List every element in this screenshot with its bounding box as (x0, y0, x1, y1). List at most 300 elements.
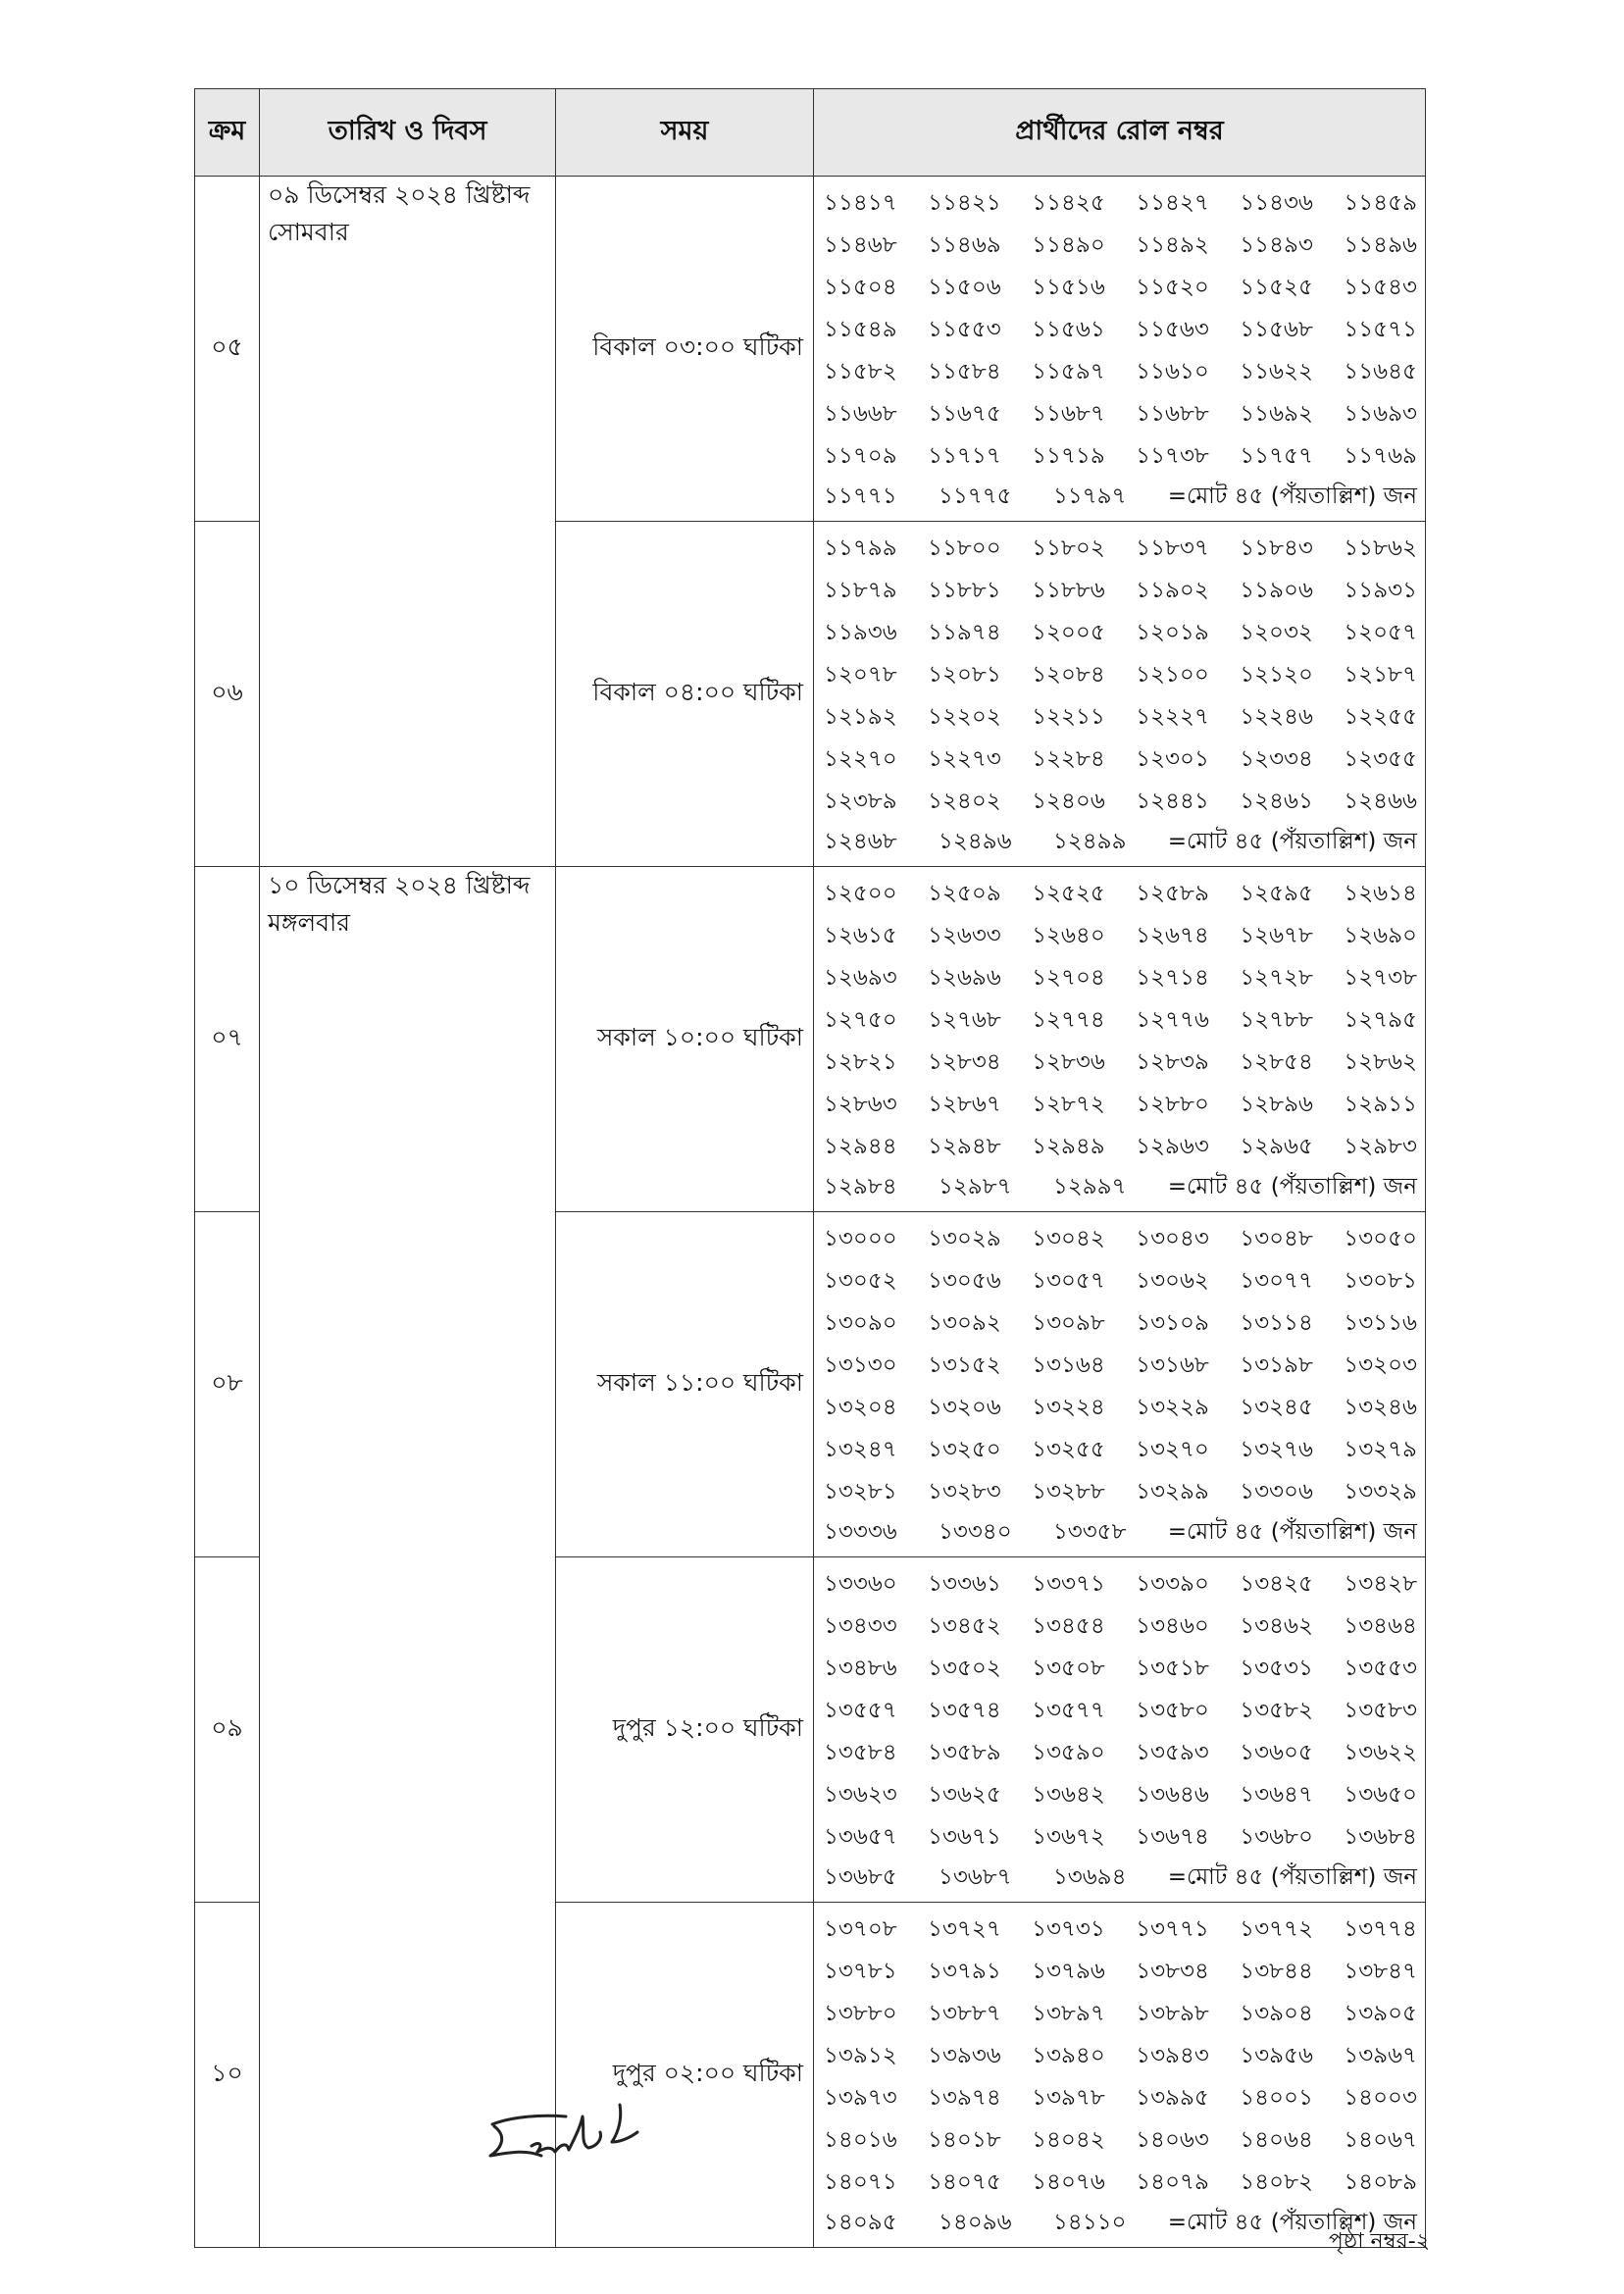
roll-number: ১৩০৯০ (824, 1310, 897, 1336)
roll-number: ১১৪২৫ (1032, 190, 1105, 216)
roll-number: ১১৫২৫ (1240, 275, 1313, 300)
roll-number: ১৩৮৪৪ (1240, 1959, 1313, 1984)
roll-number: ১৩০৯৮ (1032, 1310, 1105, 1336)
roll-number: ১১৪৯০ (1032, 232, 1105, 258)
roll-number: ১২৪০৬ (1032, 789, 1105, 814)
roll-number: ১২১০০ (1136, 662, 1209, 688)
roll-line (824, 654, 1417, 696)
roll-number: ১১৪৬৮ (824, 232, 897, 258)
roll-number: ১২০৮১ (928, 662, 1001, 688)
roll-number: ১১৬৬৮ (824, 401, 897, 427)
roll-number: ১৩৫৮৪ (824, 1740, 897, 1765)
roll-number: ১২৬১৪ (1344, 881, 1417, 906)
roll-numbers-cell (814, 522, 1426, 867)
roll-number: ১১৭১৭ (928, 443, 1001, 469)
roll-line (824, 957, 1417, 999)
schedule-table (194, 88, 1426, 2248)
roll-number: ১৩৪৬৪ (1344, 1613, 1417, 1639)
day-text: মঙ্গলবার (268, 908, 351, 937)
roll-number: ১১৮৮৬ (1032, 578, 1105, 603)
roll-number: ১৩০৪৮ (1240, 1226, 1313, 1251)
roll-number: ১২৩৩৪ (1240, 746, 1313, 772)
roll-number: ১১৪৫৯ (1344, 190, 1417, 216)
roll-number: ১৩০৬২ (1136, 1268, 1209, 1294)
roll-number: ১৩২৭০ (1136, 1437, 1209, 1462)
roll-line (824, 1429, 1417, 1471)
roll-number: ১৩৫০২ (928, 1656, 1001, 1681)
roll-line (824, 1218, 1417, 1260)
roll-number: ১১৪২৭ (1136, 190, 1209, 216)
roll-number: ১৩১৬৮ (1136, 1352, 1209, 1378)
roll-number: ১২৩৮৯ (824, 789, 897, 814)
roll-number: ১১৬২২ (1240, 359, 1313, 384)
roll-number: ১৩১১৪ (1240, 1310, 1313, 1336)
roll-number: ১৩৭৭২ (1240, 1916, 1313, 1942)
roll-number: ১৩৭৮১ (824, 1959, 897, 1984)
roll-number: ১৪০৪২ (1032, 2127, 1105, 2153)
day-text: সোমবার (268, 218, 349, 246)
roll-number: ১২৭০৪ (1032, 965, 1105, 991)
time-cell: দুপুর ১২:০০ ঘটিকা (556, 1557, 814, 1903)
roll-number: ১৩৬২৩ (824, 1782, 897, 1808)
roll-line (824, 1260, 1417, 1302)
roll-number: ১৩১৯৮ (1240, 1352, 1313, 1378)
table-header-row (195, 89, 1426, 177)
time-cell: বিকাল ০৩:০০ ঘটিকা (556, 177, 814, 522)
roll-line (824, 570, 1417, 612)
roll-number: ১৩৬৭৪ (1136, 1824, 1209, 1850)
roll-number: ১৩৪৬০ (1136, 1613, 1209, 1639)
roll-number: ১৪০৯৬ (938, 2210, 1012, 2235)
roll-number: ১৩৪৩৩ (824, 1613, 897, 1639)
roll-number: ১২৪০২ (928, 789, 1001, 814)
roll-number: ১১৪৯৩ (1240, 232, 1313, 258)
roll-line (824, 781, 1417, 823)
roll-number: ১২০৮৪ (1032, 662, 1105, 688)
roll-number: ১৩০২৯ (928, 1226, 1001, 1251)
roll-number: ১৩৫৮৩ (1344, 1698, 1417, 1723)
roll-number: ১৩২৮৩ (928, 1479, 1001, 1504)
roll-number: ১৩৭৩১ (1032, 1916, 1105, 1942)
serial-cell: ১০ (195, 1903, 260, 2248)
serial-cell: ০৮ (195, 1212, 260, 1557)
roll-number: ১৩৯৫৬ (1240, 2043, 1313, 2068)
roll-line (824, 225, 1417, 267)
roll-number: ১৩২২৪ (1032, 1395, 1105, 1420)
roll-numbers-cell (814, 867, 1426, 1212)
roll-number: ১৩১১৬ (1344, 1310, 1417, 1336)
serial-cell: ০৭ (195, 867, 260, 1212)
roll-number: ১২৮৬৭ (928, 1092, 1001, 1117)
roll-number: ১২১২০ (1240, 662, 1313, 688)
roll-number: ১২৯৮৭ (938, 1174, 1012, 1199)
roll-number: ১৩৪৫২ (928, 1613, 1001, 1639)
total-count: =মোট ৪৫ (পঁয়তাল্লিশ) জন (1167, 484, 1417, 509)
roll-line (824, 393, 1417, 435)
roll-number: ১২৬৪০ (1032, 923, 1105, 948)
roll-number: ১৩৮৮৭ (928, 2001, 1001, 2026)
roll-number: ১১৮৮১ (928, 578, 1001, 603)
roll-number: ১৩৩৩৬ (824, 1519, 897, 1545)
roll-number: ১২২৪৬ (1240, 704, 1313, 730)
roll-number: ১১৬৮৮ (1136, 401, 1209, 427)
roll-number: ১৩০৭৭ (1240, 1268, 1313, 1294)
roll-number: ১৩৭২৭ (928, 1916, 1001, 1942)
roll-number: ১২১৯২ (824, 704, 897, 730)
roll-line (824, 351, 1417, 393)
roll-number: ১১৯০৬ (1240, 578, 1313, 603)
roll-line (824, 1471, 1417, 1513)
roll-number: ১৪০৬৪ (1240, 2127, 1313, 2153)
roll-line (824, 915, 1417, 957)
roll-number: ১৩৩৫৮ (1052, 1519, 1127, 1545)
roll-number: ১৩৫১৮ (1136, 1656, 1209, 1681)
roll-line (824, 696, 1417, 739)
roll-number: ১২৫০৯ (928, 881, 1001, 906)
roll-number: ১১৮৪৩ (1240, 535, 1313, 561)
roll-number: ১৩৭৯৬ (1032, 1959, 1105, 1984)
roll-number: ১৩৩৬০ (824, 1571, 897, 1597)
roll-line (824, 1168, 1417, 1205)
roll-number: ১৩৯৩৬ (928, 2043, 1001, 2068)
roll-number: ১২৬১৫ (824, 923, 897, 948)
roll-number: ১১৫৮২ (824, 359, 897, 384)
roll-line (824, 612, 1417, 654)
roll-number: ১২৭৬৮ (928, 1007, 1001, 1033)
roll-number: ১৩৮৮০ (824, 2001, 897, 2026)
roll-number: ১৩০৮১ (1344, 1268, 1417, 1294)
roll-number: ১৩০৫২ (824, 1268, 897, 1294)
table-row (195, 867, 1426, 1212)
roll-number: ১৩২৫৫ (1032, 1437, 1105, 1462)
roll-number: ১৩৬৯৪ (1052, 1864, 1127, 1890)
roll-number: ১১৭৫৭ (1240, 443, 1313, 469)
roll-number: ১৪০০১ (1240, 2085, 1313, 2111)
roll-number: ১৩৬২২ (1344, 1740, 1417, 1765)
total-count: =মোট ৪৫ (পঁয়তাল্লিশ) জন (1167, 2210, 1417, 2235)
roll-line (824, 1648, 1417, 1690)
page-number: পৃষ্ঠা নম্বর-২ (1328, 2229, 1430, 2254)
roll-number: ১৩২৪৫ (1240, 1395, 1313, 1420)
roll-number: ১৩৬৮৫ (824, 1864, 897, 1890)
roll-number: ১২৭৫০ (824, 1007, 897, 1033)
roll-number: ১২২৫৫ (1344, 704, 1417, 730)
roll-number: ১৩০৪৩ (1136, 1226, 1209, 1251)
roll-line (824, 2077, 1417, 2119)
roll-number: ১৩৯৪০ (1032, 2043, 1105, 2068)
roll-number: ১৩৫৫৩ (1344, 1656, 1417, 1681)
roll-number: ১১৮৭৯ (824, 578, 897, 603)
roll-number: ১৪০৭৯ (1136, 2169, 1209, 2195)
roll-number: ১২৫২৫ (1032, 881, 1105, 906)
roll-line (824, 823, 1417, 860)
roll-number: ১৩২০৩ (1344, 1352, 1417, 1378)
roll-number: ১১৭৭৫ (938, 484, 1012, 509)
header-serial: ক্রম (195, 89, 260, 177)
roll-line (824, 1690, 1417, 1732)
header-rolls: প্রার্থীদের রোল নম্বর (814, 89, 1426, 177)
roll-number: ১৪০৬৭ (1344, 2127, 1417, 2153)
roll-number: ১২৯৯৭ (1052, 1174, 1127, 1199)
roll-number: ১২৮৬৩ (824, 1092, 897, 1117)
roll-number: ১৩৫৮০ (1136, 1698, 1209, 1723)
roll-number: ১৩৬৪৭ (1240, 1782, 1313, 1808)
roll-number: ১২৭৭৬ (1136, 1007, 1209, 1033)
roll-line (824, 1859, 1417, 1896)
roll-number: ১৩৮৯৭ (1032, 2001, 1105, 2026)
roll-number: ১১৪৯৬ (1344, 232, 1417, 258)
roll-number: ১৩৫৮৯ (928, 1740, 1001, 1765)
roll-number: ১১৭০৯ (824, 443, 897, 469)
roll-number: ১২৫৯৫ (1240, 881, 1313, 906)
roll-number: ১২৪৯৯ (1052, 829, 1127, 854)
roll-number: ১২০৭৮ (824, 662, 897, 688)
roll-number: ১৩৩৭১ (1032, 1571, 1105, 1597)
roll-line (824, 1513, 1417, 1551)
roll-number: ১১৮৬২ (1344, 535, 1417, 561)
roll-number: ১২৫৮৯ (1136, 881, 1209, 906)
roll-number: ১৩২২৯ (1136, 1395, 1209, 1420)
roll-number: ১৩৫৮২ (1240, 1698, 1313, 1723)
roll-number: ১৩৬৭১ (928, 1824, 1001, 1850)
roll-number: ১১৫৪৩ (1344, 275, 1417, 300)
roll-number: ১৩৫৯৩ (1136, 1740, 1209, 1765)
roll-number: ১৩২০৪ (824, 1395, 897, 1420)
roll-number: ১৩৪৬২ (1240, 1613, 1313, 1639)
roll-number: ১২৮৮০ (1136, 1092, 1209, 1117)
roll-number: ১৩৯০৪ (1240, 2001, 1313, 2026)
roll-number: ১২০৫৭ (1344, 620, 1417, 645)
roll-line (824, 1302, 1417, 1345)
header-time: সময় (556, 89, 814, 177)
roll-number: ১৩২৮৮ (1032, 1479, 1105, 1504)
roll-number: ১৩৪২৮ (1344, 1571, 1417, 1597)
table-row (195, 177, 1426, 522)
roll-number: ১২৩০১ (1136, 746, 1209, 772)
roll-number: ১১৪৩৬ (1240, 190, 1313, 216)
roll-line (824, 478, 1417, 515)
roll-number: ১২৬৩৩ (928, 923, 1001, 948)
roll-number: ১২০০৫ (1032, 620, 1105, 645)
roll-number: ১১৭৯৯ (824, 535, 897, 561)
roll-number: ১৩৯৭৮ (1032, 2085, 1105, 2111)
roll-number: ১২৮৯৬ (1240, 1092, 1313, 1117)
roll-line (824, 1563, 1417, 1606)
roll-number: ১১৬৪৫ (1344, 359, 1417, 384)
roll-number: ১৩৪৫৪ (1032, 1613, 1105, 1639)
roll-number: ১১৭৭১ (824, 484, 897, 509)
roll-line (824, 1816, 1417, 1859)
roll-number: ১২৭৩৮ (1344, 965, 1417, 991)
roll-line (824, 999, 1417, 1042)
roll-number: ১২৬৭৮ (1240, 923, 1313, 948)
roll-line (824, 309, 1417, 351)
total-count: =মোট ৪৫ (পঁয়তাল্লিশ) জন (1167, 1519, 1417, 1545)
roll-number: ১২৪৬৮ (824, 829, 897, 854)
roll-number: ১৩০৯২ (928, 1310, 1001, 1336)
roll-number: ১১৪১৭ (824, 190, 897, 216)
roll-number: ১৩০৫০ (1344, 1226, 1417, 1251)
roll-number: ১৪০৭৬ (1032, 2169, 1105, 2195)
roll-number: ১৩৭৭১ (1136, 1916, 1209, 1942)
roll-line (824, 1387, 1417, 1429)
roll-number: ১৩৭০৮ (824, 1916, 897, 1942)
roll-number: ১১৫০৬ (928, 275, 1001, 300)
serial-cell: ০৫ (195, 177, 260, 522)
time-cell: বিকাল ০৪:০০ ঘটিকা (556, 522, 814, 867)
roll-number: ১৩৫৯০ (1032, 1740, 1105, 1765)
roll-line (824, 1909, 1417, 1951)
roll-number: ১১৫৬৩ (1136, 317, 1209, 342)
roll-number: ১১৯০২ (1136, 578, 1209, 603)
roll-number: ১২০৩২ (1240, 620, 1313, 645)
roll-number: ১২৬৯৬ (928, 965, 1001, 991)
roll-number: ১১৫৮৪ (928, 359, 1001, 384)
roll-number: ১২৪৪১ (1136, 789, 1209, 814)
roll-number: ১৩৬৮৪ (1344, 1824, 1417, 1850)
roll-number: ১১৮০২ (1032, 535, 1105, 561)
roll-number: ১৩০০০ (824, 1226, 897, 1251)
roll-number: ১২২৭০ (824, 746, 897, 772)
roll-number: ১৩৬৮৭ (938, 1864, 1012, 1890)
roll-number: ১২৯৪৪ (824, 1134, 897, 1159)
roll-number: ১২৭১৪ (1136, 965, 1209, 991)
roll-number: ১২৯৪৯ (1032, 1134, 1105, 1159)
roll-number: ১২৭৭৪ (1032, 1007, 1105, 1033)
roll-number: ১২৮৩৯ (1136, 1049, 1209, 1075)
roll-number: ১২৮৫৪ (1240, 1049, 1313, 1075)
roll-number: ১২২১১ (1032, 704, 1105, 730)
roll-number: ১৩৬৪৬ (1136, 1782, 1209, 1808)
roll-line (824, 1951, 1417, 1993)
roll-numbers-cell (814, 1212, 1426, 1557)
roll-number: ১১৮৩৭ (1136, 535, 1209, 561)
roll-number: ১২৯৮৪ (824, 1174, 897, 1199)
roll-numbers-cell (814, 177, 1426, 522)
roll-number: ১২৮৭২ (1032, 1092, 1105, 1117)
header-date: তারিখ ও দিবস (260, 89, 556, 177)
roll-number: ১২২৮৪ (1032, 746, 1105, 772)
roll-number: ১৩৯৭৪ (928, 2085, 1001, 2111)
time-cell: সকাল ১০:০০ ঘটিকা (556, 867, 814, 1212)
roll-number: ১৩৬৫৭ (824, 1824, 897, 1850)
roll-number: ১২৫০০ (824, 881, 897, 906)
roll-number: ১৩৩৪০ (938, 1519, 1012, 1545)
roll-number: ১৩৯৯৫ (1136, 2085, 1209, 2111)
roll-number: ১৩৮৩৪ (1136, 1959, 1209, 1984)
roll-number: ১৩০৫৬ (928, 1268, 1001, 1294)
roll-number: ১১৪৬৯ (928, 232, 1001, 258)
roll-number: ১৩৬০৫ (1240, 1740, 1313, 1765)
roll-number: ১১৫৪৯ (824, 317, 897, 342)
roll-number: ১৪১১০ (1052, 2210, 1127, 2235)
roll-number: ১১৪২১ (928, 190, 1001, 216)
roll-numbers-cell (814, 1903, 1426, 2248)
roll-number: ১৪০০৩ (1344, 2085, 1417, 2111)
roll-number: ১৩২৪৭ (824, 1437, 897, 1462)
roll-number: ১১৭৯৭ (1052, 484, 1127, 509)
roll-line (824, 2119, 1417, 2162)
roll-number: ১১৫৭১ (1344, 317, 1417, 342)
roll-number: ১২২২৭ (1136, 704, 1209, 730)
roll-line (824, 528, 1417, 570)
roll-number: ১১৫২০ (1136, 275, 1209, 300)
roll-number: ১৩২৭৯ (1344, 1437, 1417, 1462)
roll-line (824, 1345, 1417, 1387)
roll-number: ১৩৯১২ (824, 2043, 897, 2068)
total-count: =মোট ৪৫ (পঁয়তাল্লিশ) জন (1167, 829, 1417, 854)
roll-number: ১১৫৬৮ (1240, 317, 1313, 342)
date-cell (260, 177, 556, 867)
roll-number: ১৩২০৬ (928, 1395, 1001, 1420)
roll-number: ১৩৯৪৩ (1136, 2043, 1209, 2068)
roll-number: ১২৯৬৫ (1240, 1134, 1313, 1159)
roll-number: ১১৫০৪ (824, 275, 897, 300)
roll-number: ১৪০৯৫ (824, 2210, 897, 2235)
roll-number: ১২৭২৮ (1240, 965, 1313, 991)
roll-number: ১৩৯৭৩ (824, 2085, 897, 2111)
date-cell (260, 867, 556, 2248)
roll-number: ১২০১৯ (1136, 620, 1209, 645)
roll-number: ১৩২৮১ (824, 1479, 897, 1504)
roll-line (824, 1606, 1417, 1648)
roll-number: ১১৮০০ (928, 535, 1001, 561)
roll-number: ১২৬৭৪ (1136, 923, 1209, 948)
roll-number: ১১৫৯৭ (1032, 359, 1105, 384)
roll-number: ১২৯১১ (1344, 1092, 1417, 1117)
roll-number: ১৩৩৯০ (1136, 1571, 1209, 1597)
roll-number: ১১৬৮৭ (1032, 401, 1105, 427)
roll-number: ১২৪৬৬ (1344, 789, 1417, 814)
roll-number: ১২৯৮৩ (1344, 1134, 1417, 1159)
roll-number: ১৩১৫২ (928, 1352, 1001, 1378)
roll-number: ১১৬৯৩ (1344, 401, 1417, 427)
roll-number: ১২৮৩৪ (928, 1049, 1001, 1075)
total-count: =মোট ৪৫ (পঁয়তাল্লিশ) জন (1167, 1174, 1417, 1199)
roll-number: ১৪০৭৫ (928, 2169, 1001, 2195)
roll-number: ১৪০৭১ (824, 2169, 897, 2195)
roll-number: ১১৬৭৫ (928, 401, 1001, 427)
roll-line (824, 267, 1417, 309)
roll-number: ১৩৩৬১ (928, 1571, 1001, 1597)
roll-number: ১২৬৯৩ (824, 965, 897, 991)
serial-cell: ০৬ (195, 522, 260, 867)
roll-line (824, 1993, 1417, 2035)
roll-number: ১৩৯৬৭ (1344, 2043, 1417, 2068)
roll-number: ১১৯৭৪ (928, 620, 1001, 645)
roll-line (824, 873, 1417, 915)
roll-number: ১৩০৪২ (1032, 1226, 1105, 1251)
roll-number: ১১৪৯২ (1136, 232, 1209, 258)
roll-number: ১৩৭৯১ (928, 1959, 1001, 1984)
signature (473, 2087, 669, 2195)
roll-line (824, 1042, 1417, 1084)
roll-number: ১২৬৯০ (1344, 923, 1417, 948)
time-cell: দুপুর ০২:০০ ঘটিকা (556, 1903, 814, 2248)
roll-number: ১২৭৮৮ (1240, 1007, 1313, 1033)
roll-line (824, 2035, 1417, 2077)
roll-number: ১৩৬৪২ (1032, 1782, 1105, 1808)
roll-number: ১৩৩০৬ (1240, 1479, 1313, 1504)
roll-number: ১৩৬৭২ (1032, 1824, 1105, 1850)
roll-number: ১৩৭৭৪ (1344, 1916, 1417, 1942)
roll-number: ১৩৮৯৮ (1136, 2001, 1209, 2026)
date-text: ০৯ ডিসেম্বর ২০২৪ খ্রিষ্টাব্দ (268, 180, 531, 209)
roll-number: ১১৬৯২ (1240, 401, 1313, 427)
roll-number: ১৩০৫৭ (1032, 1268, 1105, 1294)
roll-number: ১২৭৯৫ (1344, 1007, 1417, 1033)
roll-line (824, 1126, 1417, 1168)
